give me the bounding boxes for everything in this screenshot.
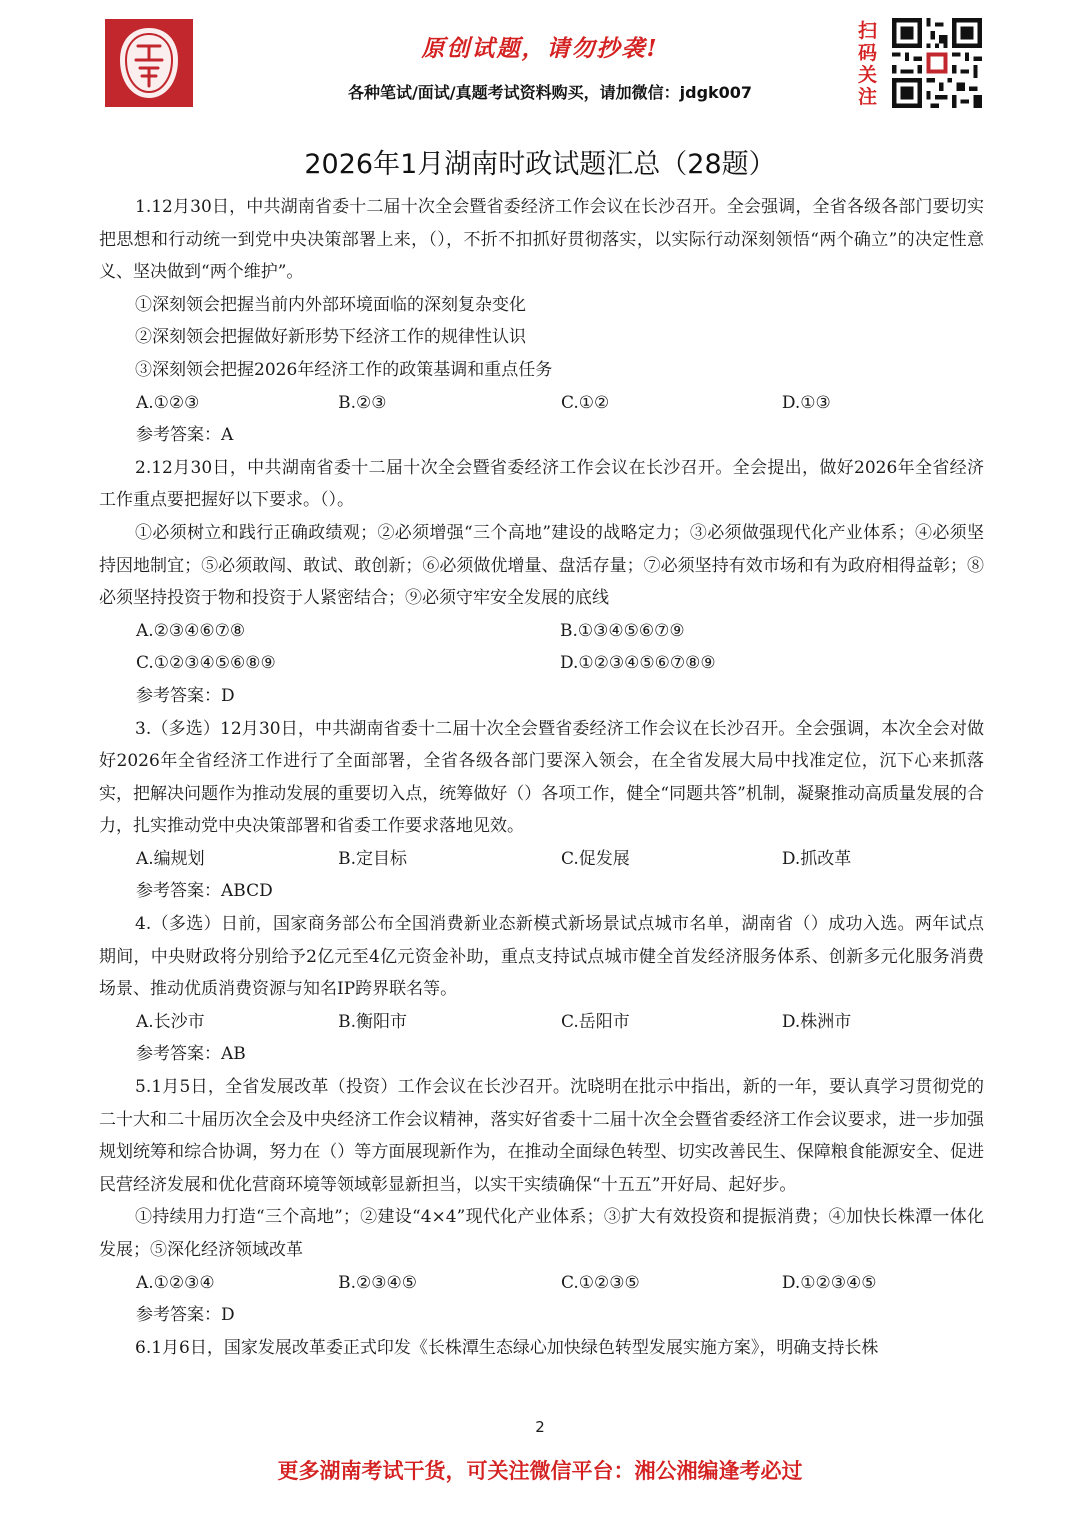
option-d: D.抓改革: [781, 848, 852, 869]
question-item: ②深刻领会把握做好新形势下经济工作的规律性认识: [135, 327, 526, 348]
question-item: ①深刻领会把握当前内外部环境面临的深刻复杂变化: [135, 294, 526, 315]
option-d: D.株洲市: [781, 1011, 852, 1032]
option-a: A.①②③④: [136, 1272, 215, 1293]
option-row: [99, 615, 984, 648]
option-c: C.①②③④⑤⑥⑧⑨: [136, 653, 276, 674]
option-a: A.编规划: [136, 848, 205, 869]
option-b: B.定目标: [338, 848, 408, 869]
option-d: D.①③: [781, 392, 831, 413]
question-stem: 2.12月30日，中共湖南省委十二届十次全会暨省委经济工作会议在长沙召开。全会提出，做好2026年全省经济工作重点要把握好以下要求。（）。: [99, 457, 984, 511]
option-a: A.②③④⑥⑦⑧: [136, 620, 246, 641]
option-b: B.①③④⑤⑥⑦⑨: [560, 620, 685, 641]
option-a: A.①②③: [136, 392, 200, 413]
reference-answer: 参考答案：D: [136, 1305, 235, 1326]
option-row: [99, 647, 984, 680]
question-stem: 6.1月6日，国家发展改革委正式印发《长株潭生态绿心加快绿色转型发展实施方案》，明确支持长株: [135, 1337, 879, 1358]
scan-follow-label: 扫码关注: [858, 20, 878, 108]
option-c: C.岳阳市: [560, 1011, 630, 1032]
brand-logo: [105, 19, 193, 107]
footer-promo: 更多湖南考试干货，可关注微信平台：湘公湘编逢考必过: [277, 1459, 803, 1483]
question-item: ①持续用力打造“三个高地”；②建设“4×4”现代化产业体系；③扩大有效投资和提振消费；④加快长株潭一体化发展；⑤深化经济领域改革: [99, 1207, 984, 1260]
option-d: D.①②③④⑤⑥⑦⑧⑨: [560, 653, 716, 674]
option-c: C.①②: [560, 392, 610, 413]
option-b: B.②③: [338, 392, 387, 413]
document-title: 2026年1月湖南时政试题汇总（28题）: [304, 149, 776, 180]
qr-code-icon[interactable]: [892, 18, 982, 108]
contact-line: 各种笔试/面试/真题考试资料购买，请加微信：jdgk007: [347, 83, 753, 102]
question-item: ①必须树立和践行正确政绩观；②必须增强“三个高地”建设的战略定力；③必须做强现代化产业体系；④必须坚持因地制宜；⑤必须敢闯、敢试、敢创新；⑥必须做优增量、盘活存量；⑦必须坚持有效市场和有为政府相得益彰；⑧必须坚持投资于物和投资于人紧密结合；⑨必须守牢安全发展的底线: [99, 522, 984, 609]
question-stem: 5.1月5日，全省发展改革（投资）工作会议在长沙召开。沈晓明在批示中指出，新的一年，要认真学习贯彻党的二十大和二十届历次全会及中央经济工作会议精神，落实好省委十二届十次全会暨省委经济工作会议要求，进一步加强规划统筹和综合协调，努力在（）等方面展现新作为，在推动全面绿色转型、切实改善民生、保障粮食能源安全、促进民营经济发展和优化营商环境等领域彰显新担当，以实干实绩确保“十五五”开好局、起好步。: [99, 1077, 984, 1195]
option-c: C.①②③⑤: [560, 1272, 640, 1293]
reference-answer: 参考答案：ABCD: [136, 881, 273, 902]
option-row: [99, 1006, 984, 1039]
option-c: C.促发展: [560, 848, 630, 869]
question-stem: 3.（多选）12月30日，中共湖南省委十二届十次全会暨省委经济工作会议在长沙召开。全会强调，本次全会对做好2026年全省经济工作进行了全面部署，全省各级各部门要深入领会，在全省发展大局中找准定位，沉下心来抓落实，把解决问题作为推动发展的重要切入点，统筹做好（）各项工作，健全“同题共答”机制，凝聚推动高质量发展的合力，扎实推动党中央决策部署和省委工作要求落地见效。: [99, 718, 984, 837]
page-header: [0, 0, 1080, 130]
option-row: [99, 387, 984, 420]
question-list: [99, 191, 984, 1364]
question-stem: 4.（多选）日前，国家商务部公布全国消费新业态新模式新场景试点城市名单，湖南省（）成功入选。两年试点期间，中央财政将分别给予2亿元至4亿元资金补助，重点支持试点城市健全首发经济服务体系、创新多元化服务消费场景、推动优质消费资源与知名IP跨界联名等。: [99, 914, 984, 1000]
option-b: B.衡阳市: [338, 1011, 408, 1032]
option-row: [99, 1267, 984, 1300]
seal-logo-icon: [114, 24, 184, 102]
slogan: 原创试题，请勿抄袭!: [421, 35, 659, 62]
option-d: D.①②③④⑤: [781, 1272, 877, 1293]
option-row: [99, 843, 984, 876]
question-item: ③深刻领会把握2026年经济工作的政策基调和重点任务: [135, 359, 553, 380]
question-stem: 1.12月30日，中共湖南省委十二届十次全会暨省委经济工作会议在长沙召开。全会强调，全省各级各部门要切实把思想和行动统一到党中央决策部署上来，（），不折不扣抓好贯彻落实，以实际行动深刻领悟“两个确立”的决定性意义、坚决做到“两个维护”。: [99, 197, 984, 283]
reference-answer: 参考答案：A: [136, 425, 234, 446]
page-number: 2: [535, 1418, 545, 1436]
option-a: A.长沙市: [136, 1011, 205, 1032]
reference-answer: 参考答案：D: [136, 685, 235, 706]
reference-answer: 参考答案：AB: [136, 1044, 246, 1065]
option-b: B.②③④⑤: [338, 1272, 417, 1293]
